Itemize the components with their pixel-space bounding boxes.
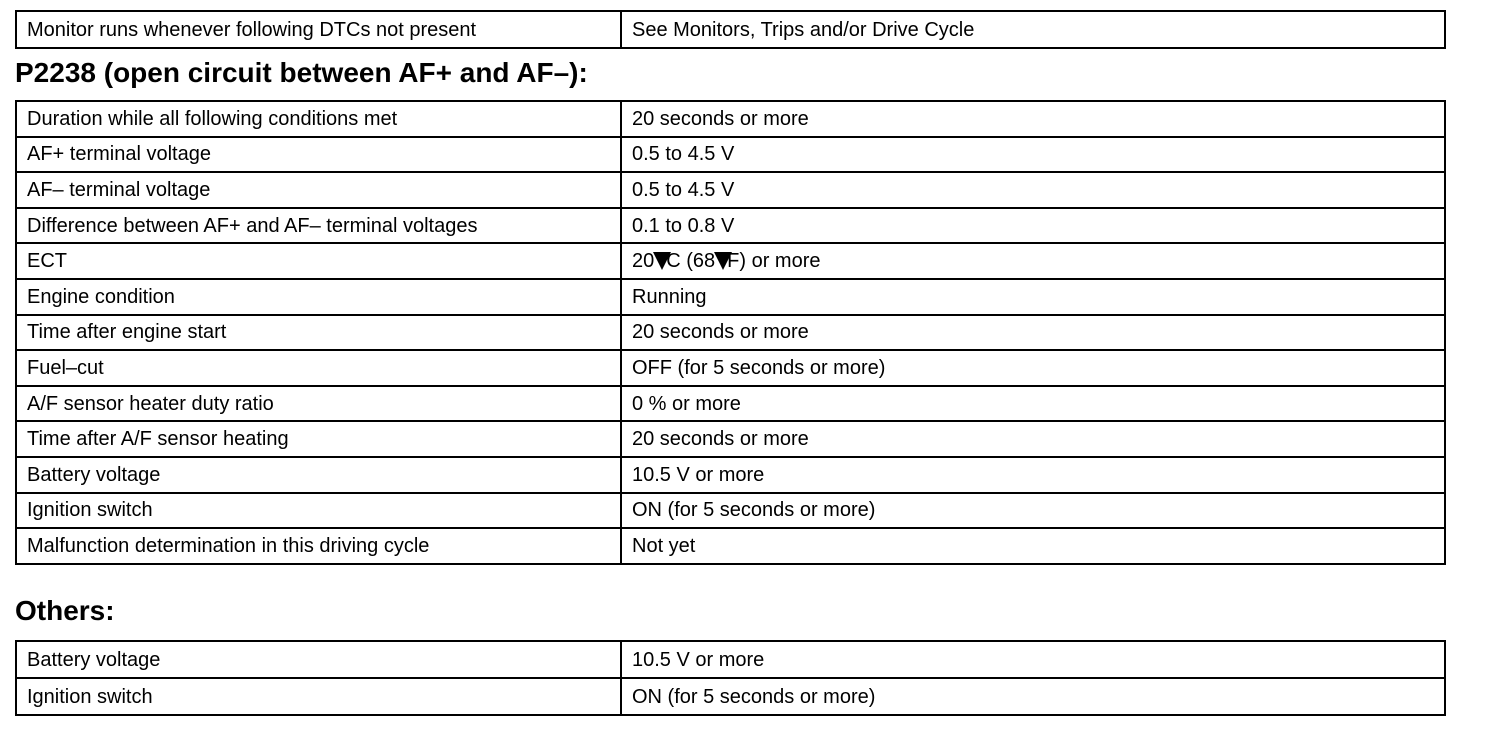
p2238-conditions-table bbox=[15, 100, 1446, 565]
condition-value: Not yet bbox=[621, 528, 1445, 564]
condition-label: Fuel–cut bbox=[16, 350, 621, 386]
section-heading-p2238: P2238 (open circuit between AF+ and AF–): bbox=[15, 57, 588, 88]
condition-value: 0.5 to 4.5 V bbox=[621, 172, 1445, 208]
condition-value: See Monitors, Trips and/or Drive Cycle bbox=[621, 11, 1445, 48]
table-row bbox=[16, 386, 1445, 422]
condition-value: 20 seconds or more bbox=[621, 421, 1445, 457]
condition-label: Difference between AF+ and AF– terminal voltages bbox=[16, 208, 621, 244]
table-row bbox=[16, 528, 1445, 564]
condition-label: Ignition switch bbox=[16, 678, 621, 715]
condition-label: Monitor runs whenever following DTCs not present bbox=[16, 11, 621, 48]
condition-value: ON (for 5 seconds or more) bbox=[621, 678, 1445, 715]
condition-value: 0 % or more bbox=[621, 386, 1445, 422]
table-row bbox=[16, 11, 1445, 48]
table-row bbox=[16, 172, 1445, 208]
condition-label: AF+ terminal voltage bbox=[16, 137, 621, 173]
value-text: 20 bbox=[632, 250, 655, 273]
table-row bbox=[16, 279, 1445, 315]
table-row bbox=[16, 315, 1445, 351]
table-row bbox=[16, 457, 1445, 493]
condition-value: 0.5 to 4.5 V bbox=[621, 137, 1445, 173]
table-row bbox=[16, 243, 1445, 279]
condition-label: Malfunction determination in this driving cycle bbox=[16, 528, 621, 564]
condition-value: ON (for 5 seconds or more) bbox=[621, 493, 1445, 529]
condition-value: 20 seconds or more bbox=[621, 101, 1445, 137]
condition-value: Running bbox=[621, 279, 1445, 315]
condition-value: 0.1 to 0.8 V bbox=[621, 208, 1445, 244]
table-row bbox=[16, 641, 1445, 678]
value-text: C (68 bbox=[666, 250, 716, 273]
condition-value: OFF (for 5 seconds or more) bbox=[621, 350, 1445, 386]
table-row bbox=[16, 208, 1445, 244]
section-heading-others: Others: bbox=[15, 595, 115, 626]
condition-value: 20 seconds or more bbox=[621, 315, 1445, 351]
table-row bbox=[16, 101, 1445, 137]
condition-value: 10.5 V or more bbox=[621, 641, 1445, 678]
condition-label: Time after engine start bbox=[16, 315, 621, 351]
condition-label: ECT bbox=[16, 243, 621, 279]
table-row bbox=[16, 493, 1445, 529]
value-text: F) or more bbox=[727, 250, 821, 273]
table-row bbox=[16, 350, 1445, 386]
condition-label: Battery voltage bbox=[16, 641, 621, 678]
table-row bbox=[16, 137, 1445, 173]
table-row bbox=[16, 421, 1445, 457]
others-conditions-table bbox=[15, 640, 1446, 716]
table-row bbox=[16, 678, 1445, 715]
condition-label: A/F sensor heater duty ratio bbox=[16, 386, 621, 422]
condition-label: AF– terminal voltage bbox=[16, 172, 621, 208]
condition-label: Duration while all following conditions met bbox=[16, 101, 621, 137]
condition-label: Ignition switch bbox=[16, 493, 621, 529]
condition-value bbox=[621, 243, 1445, 279]
condition-label: Battery voltage bbox=[16, 457, 621, 493]
condition-label: Engine condition bbox=[16, 279, 621, 315]
monitor-conditions-table bbox=[15, 10, 1446, 49]
condition-value: 10.5 V or more bbox=[621, 457, 1445, 493]
condition-label: Time after A/F sensor heating bbox=[16, 421, 621, 457]
